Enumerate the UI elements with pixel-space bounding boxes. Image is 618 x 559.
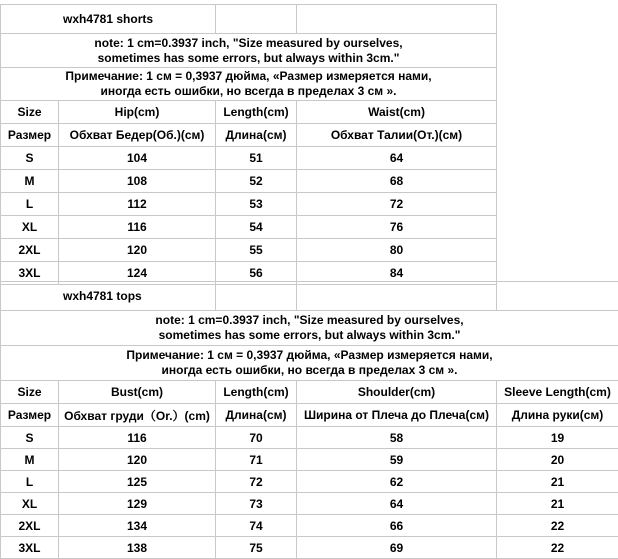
header-row-ru — [1, 404, 618, 427]
size-cell: 2XL — [1, 239, 59, 262]
waist-cell: 64 — [297, 147, 497, 170]
header-sleeve-length: Sleeve Length(cm) — [497, 381, 618, 404]
table-row — [1, 493, 618, 515]
table-row — [1, 471, 618, 493]
header-bust: Bust(cm) — [59, 381, 216, 404]
table-row — [1, 449, 618, 471]
tops-size-table — [0, 281, 618, 559]
header-length: Length(cm) — [216, 101, 297, 124]
shorts-note-en — [1, 34, 497, 68]
shoulder-cell: 64 — [297, 493, 497, 515]
waist-cell: 80 — [297, 239, 497, 262]
note-ru-line-1: Примечание: 1 см = 0,3937 дюйма, «Размер измеряется нами, — [1, 348, 618, 363]
header-size-ru: Размер — [1, 404, 59, 427]
header-sleeve-length-ru: Длина руки(см) — [497, 404, 618, 427]
size-cell: M — [1, 170, 59, 193]
shoulder-cell: 59 — [297, 449, 497, 471]
length-cell: 52 — [216, 170, 297, 193]
note-ru-line-2: иногда есть ошибки, но всегда в пределах 3 см ». — [1, 84, 496, 99]
length-cell: 51 — [216, 147, 297, 170]
empty-cell — [297, 282, 497, 311]
header-size-ru: Размер — [1, 124, 59, 147]
header-hip-ru: Обхват Бедер(Об.)(см) — [59, 124, 216, 147]
header-length-ru: Длина(см) — [216, 404, 297, 427]
empty-cell — [216, 282, 297, 311]
sleeve-cell: 21 — [497, 493, 618, 515]
table-row — [1, 216, 497, 239]
header-length: Length(cm) — [216, 381, 297, 404]
table-row — [1, 193, 497, 216]
waist-cell: 84 — [297, 262, 497, 285]
length-cell: 74 — [216, 515, 297, 537]
hip-cell: 104 — [59, 147, 216, 170]
bust-cell: 116 — [59, 427, 216, 449]
table-row — [1, 537, 618, 559]
size-cell: M — [1, 449, 59, 471]
note-en-line-1: note: 1 cm=0.3937 inch, "Size measured by ourselves, — [1, 36, 496, 51]
shoulder-cell: 58 — [297, 427, 497, 449]
sleeve-cell: 22 — [497, 515, 618, 537]
header-size: Size — [1, 381, 59, 404]
header-waist-ru: Обхват Талии(От.)(см) — [297, 124, 497, 147]
bust-cell: 138 — [59, 537, 216, 559]
size-cell: S — [1, 147, 59, 170]
tops-title: wxh4781 tops — [1, 282, 216, 311]
header-length-ru: Длина(см) — [216, 124, 297, 147]
sleeve-cell: 20 — [497, 449, 618, 471]
note-ru-line-2: иногда есть ошибки, но всегда в пределах 3 см ». — [1, 363, 618, 378]
note-en-line-2: sometimes has some errors, but always within 3cm." — [1, 328, 618, 343]
size-cell: 2XL — [1, 515, 59, 537]
size-cell: 3XL — [1, 537, 59, 559]
bust-cell: 120 — [59, 449, 216, 471]
hip-cell: 120 — [59, 239, 216, 262]
hip-cell: 108 — [59, 170, 216, 193]
waist-cell: 68 — [297, 170, 497, 193]
empty-cell — [297, 5, 497, 34]
length-cell: 54 — [216, 216, 297, 239]
size-cell: 3XL — [1, 262, 59, 285]
note-ru-line-1: Примечание: 1 см = 0,3937 дюйма, «Размер измеряется нами, — [1, 69, 496, 84]
header-bust-ru: Обхват груди（Or.）(cm) — [59, 404, 216, 427]
size-cell: L — [1, 193, 59, 216]
sleeve-cell: 22 — [497, 537, 618, 559]
bust-cell: 125 — [59, 471, 216, 493]
tops-note-ru — [1, 346, 618, 381]
size-cell: XL — [1, 493, 59, 515]
table-row — [1, 427, 618, 449]
header-shoulder-ru: Ширина от Плеча до Плеча(см) — [297, 404, 497, 427]
size-cell: S — [1, 427, 59, 449]
header-row-ru — [1, 124, 497, 147]
hip-cell: 116 — [59, 216, 216, 239]
hip-cell: 124 — [59, 262, 216, 285]
shoulder-cell: 69 — [297, 537, 497, 559]
shoulder-cell: 66 — [297, 515, 497, 537]
length-cell: 56 — [216, 262, 297, 285]
empty-cell — [497, 282, 618, 311]
table-row — [1, 515, 618, 537]
header-waist: Waist(cm) — [297, 101, 497, 124]
header-row-en — [1, 101, 497, 124]
shorts-title: wxh4781 shorts — [1, 5, 216, 34]
bust-cell: 129 — [59, 493, 216, 515]
sleeve-cell: 21 — [497, 471, 618, 493]
length-cell: 72 — [216, 471, 297, 493]
size-cell: XL — [1, 216, 59, 239]
shorts-size-table — [0, 4, 497, 285]
shorts-note-ru — [1, 68, 497, 101]
length-cell: 71 — [216, 449, 297, 471]
length-cell: 55 — [216, 239, 297, 262]
table-row — [1, 147, 497, 170]
header-row-en — [1, 381, 618, 404]
length-cell: 53 — [216, 193, 297, 216]
length-cell: 70 — [216, 427, 297, 449]
table-row — [1, 170, 497, 193]
size-cell: L — [1, 471, 59, 493]
length-cell: 75 — [216, 537, 297, 559]
waist-cell: 72 — [297, 193, 497, 216]
hip-cell: 112 — [59, 193, 216, 216]
table-row — [1, 239, 497, 262]
header-size: Size — [1, 101, 59, 124]
bust-cell: 134 — [59, 515, 216, 537]
note-en-line-2: sometimes has some errors, but always within 3cm." — [1, 51, 496, 66]
sleeve-cell: 19 — [497, 427, 618, 449]
tops-note-en — [1, 311, 618, 346]
note-en-line-1: note: 1 cm=0.3937 inch, "Size measured by ourselves, — [1, 313, 618, 328]
length-cell: 73 — [216, 493, 297, 515]
header-shoulder: Shoulder(cm) — [297, 381, 497, 404]
waist-cell: 76 — [297, 216, 497, 239]
header-hip: Hip(cm) — [59, 101, 216, 124]
shoulder-cell: 62 — [297, 471, 497, 493]
empty-cell — [216, 5, 297, 34]
